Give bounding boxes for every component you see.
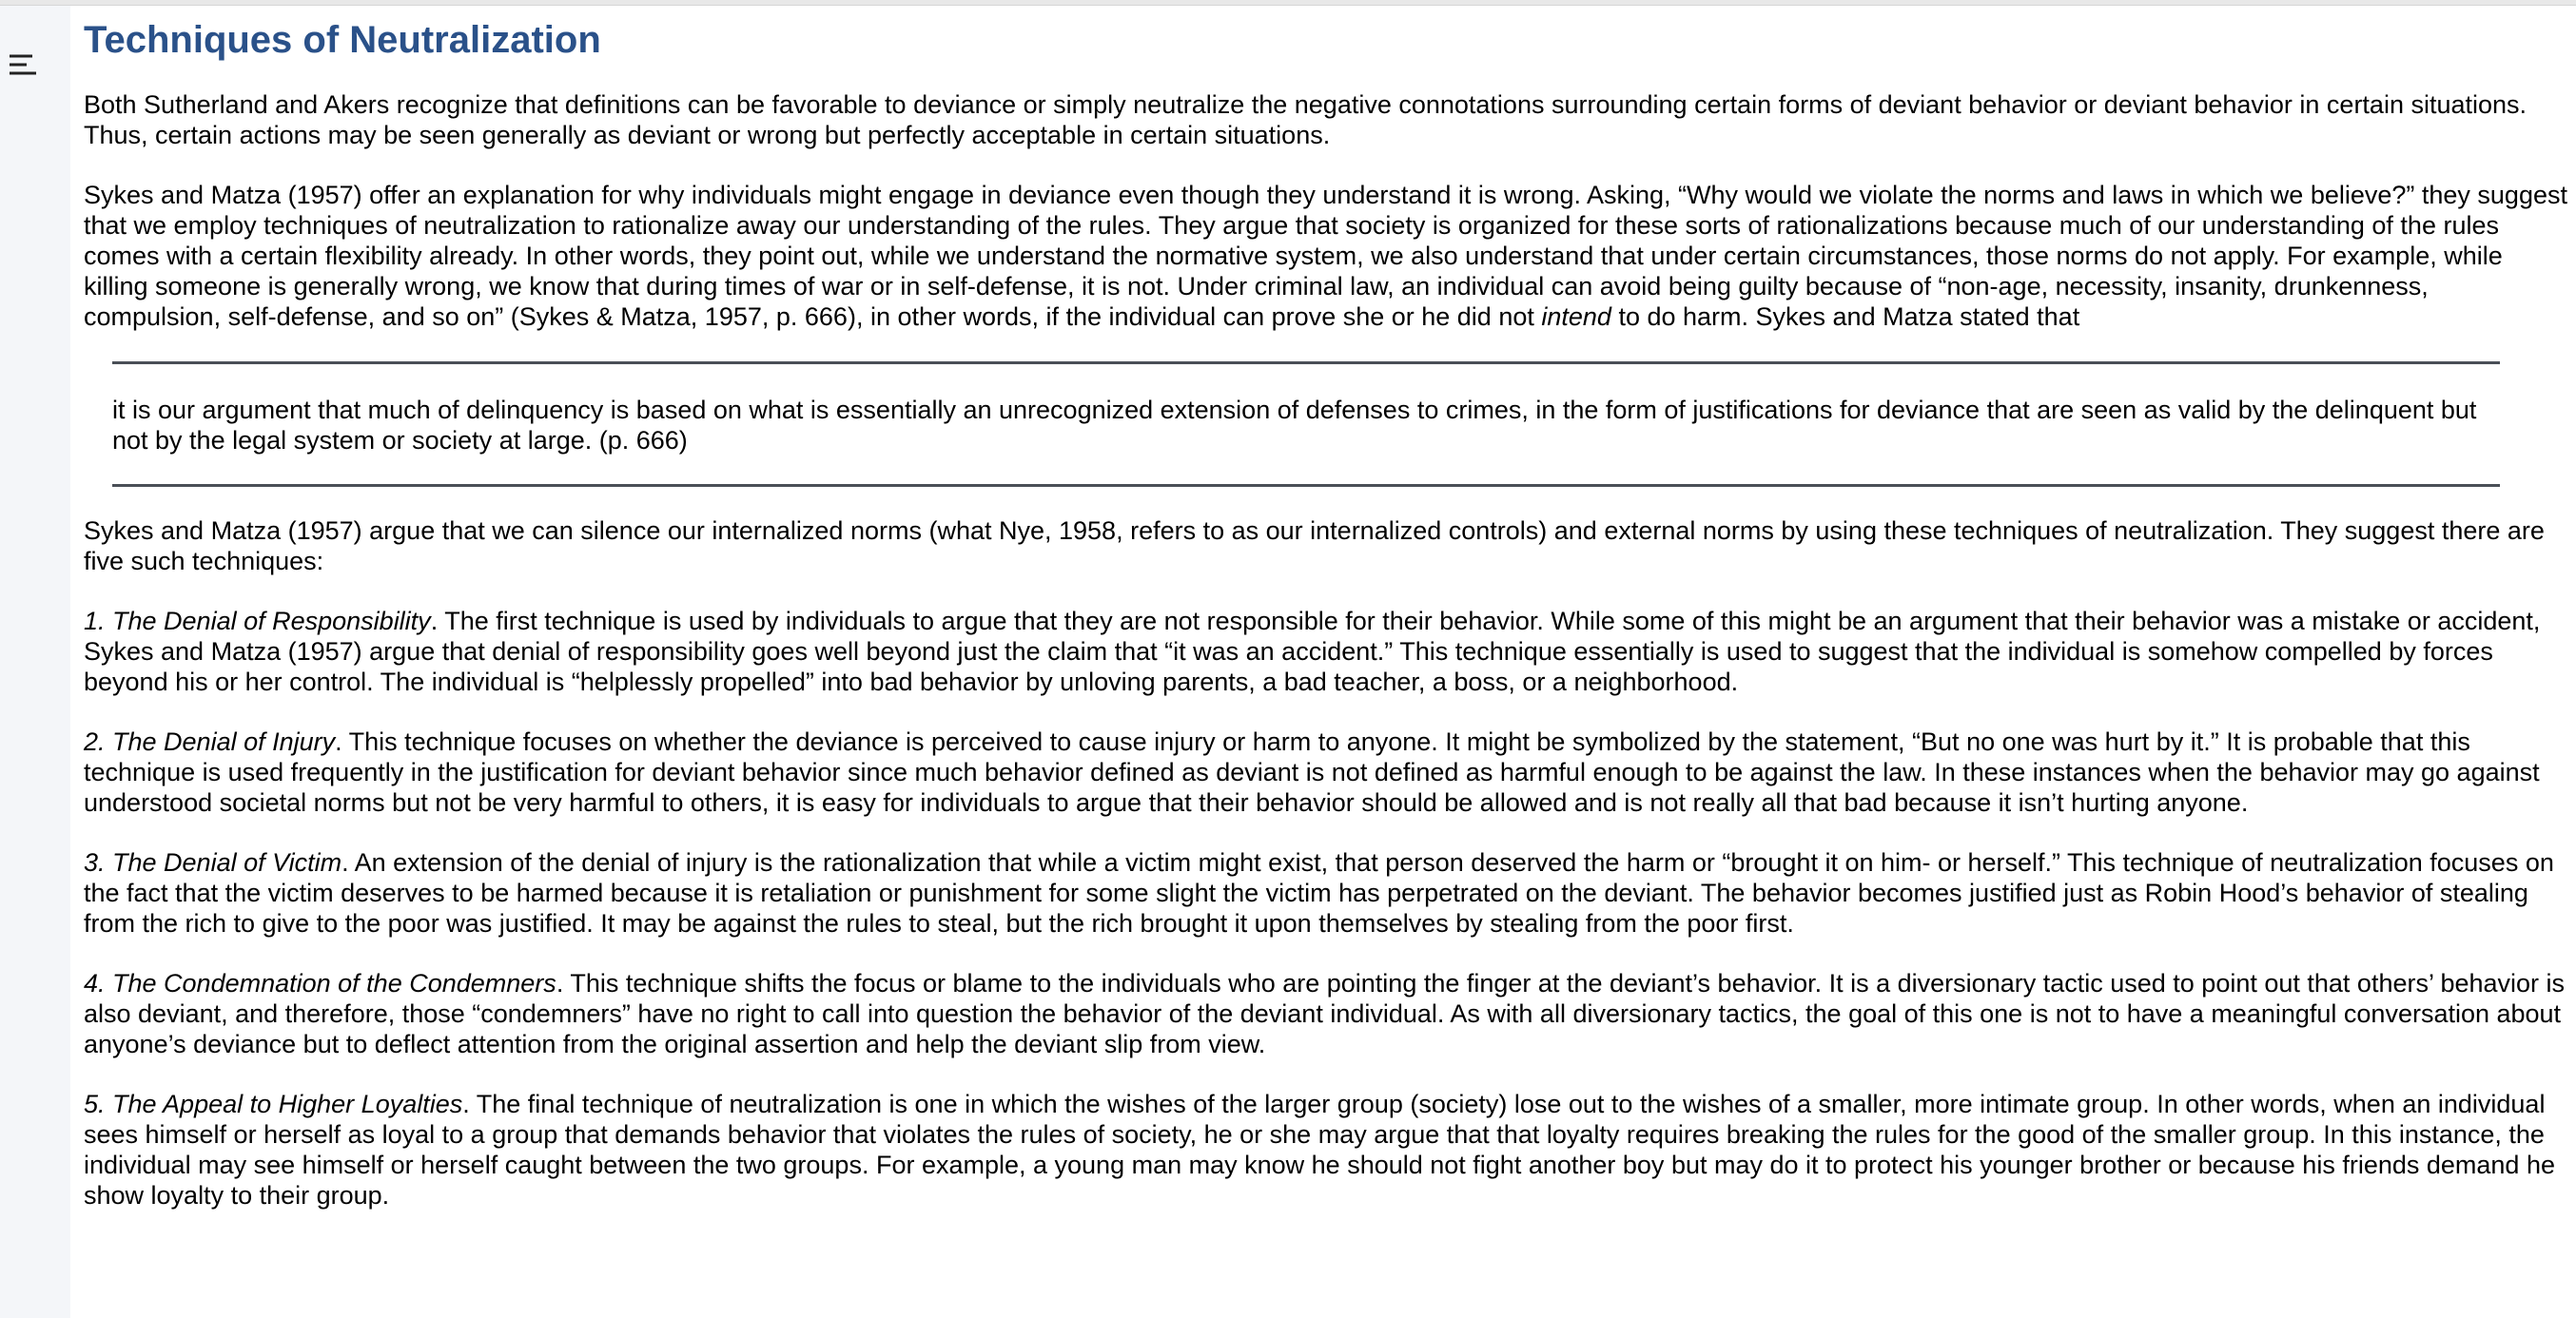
block-quote — [112, 361, 2500, 487]
technique-text: . This technique focuses on whether the deviance is perceived to cause injury or harm to anyone. It might be symbolized by the statement, “But no one was hurt by it.” It is probable that this technique is used frequently in the justification for deviant behavior since much behavior defined as deviant is not defined as harmful enough to be against the law. In these instances when the behavior may go against understood societal norms but not be very harmful to others, it is easy for individuals to argue that their behavior should be allowed and is not really all that bad because it isn’t hurting anyone. — [84, 727, 2540, 817]
hamburger-menu-icon[interactable] — [4, 46, 42, 84]
technique-item — [84, 727, 2570, 818]
technique-heading: 4. The Condemnation of the Condemners — [84, 969, 556, 998]
page-title: Techniques of Neutralization — [84, 19, 601, 61]
technique-text: . This technique shifts the focus or blame to the individuals who are pointing the finger at the deviant’s behavior. It is a diversionary tactic used to point out that others’ behavior is also deviant, and therefore, those “condemners” have no right to call into question the behavior of the deviant individual. As with all diversionary tactics, the goal of this one is not to have a meaningful conversation about anyone’s deviance but to deflect attention from the original assertion and help the deviant slip from view. — [84, 969, 2566, 1058]
technique-heading: 5. The Appeal to Higher Loyalties — [84, 1090, 463, 1118]
technique-heading: 3. The Denial of Victim — [84, 848, 342, 877]
technique-text: . The first technique is used by individuals to argue that they are not responsible for their behavior. While some of this might be an argument that their behavior was a mistake or accident, Sykes and Matza (1957) argue that denial of responsibility goes well beyond just the claim that “it was an accident.” This technique essentially is used to suggest that the individual is somehow compelled by forces beyond his or her control. The individual is “helplessly propelled” into bad behavior by unloving parents, a bad teacher, a boss, or a neighborhood. — [84, 607, 2541, 696]
technique-item — [84, 1089, 2570, 1211]
technique-text: . An extension of the denial of injury is the rationalization that while a victim might exist, that person deserved the harm or “brought it on him- or herself.” This technique of neutralization focuses on the fact that the victim deserves to be harmed because it is retaliation or punishment for some slight the victim has perpetrated on the deviant. The behavior becomes justified just as Robin Hood’s behavior of stealing from the rich to give to the poor was justified. It may be against the rules to steal, but the rich brought it upon themselves by stealing from the poor first. — [84, 848, 2554, 938]
sidebar — [0, 6, 70, 1318]
technique-item — [84, 968, 2570, 1059]
techniques-intro-paragraph: Sykes and Matza (1957) argue that we can silence our internalized norms (what Nye, 1958, refers to as our internalized controls) and external norms by using these techniques of neutralization. They suggest there are five such techniques: — [84, 516, 2545, 575]
intro-paragraph: Both Sutherland and Akers recognize that definitions can be favorable to deviance or simply neutralize the negative connotations surrounding certain forms of deviant behavior or deviant behavior in certain situations. Thus, certain actions may be seen generally as deviant or wrong but perfectly acceptable in certain situations. — [84, 90, 2527, 149]
technique-text: . The final technique of neutralization is one in which the wishes of the larger group (society) lose out to the wishes of a smaller, more intimate group. In other words, when an individual sees himself or herself as loyal to a group that demands behavior that violates the rules of society, he or she may argue that that loyalty requires breaking the rules for the good of the smaller group. In this instance, the individual may see himself or herself caught between the two groups. For example, a young man may know he should not fight another boy but may do it to protect his younger brother or because his friends demand he show loyalty to their group. — [84, 1090, 2555, 1210]
paragraph-text: to do harm. Sykes and Matza stated that — [1610, 302, 2080, 331]
sykes-matza-paragraph — [84, 180, 2570, 332]
technique-heading: 1. The Denial of Responsibility — [84, 607, 431, 635]
window-top-border — [0, 0, 2576, 6]
emphasis-text: intend — [1541, 302, 1611, 331]
technique-heading: 2. The Denial of Injury — [84, 727, 336, 756]
paragraph-text: Sykes and Matza (1957) offer an explanation for why individuals might engage in deviance even though they understand it is wrong. Asking, “Why would we violate the norms and laws in which we believe?” they suggest that we employ techniques of neutralization to rationalize away our understanding of the rules. They argue that society is organized for these sorts of rationalizations because much of our understanding of the rules comes with a certain flexibility already. In other words, they point out, while we understand the normative system, we also understand that under certain circumstances, those norms do not apply. For example, while killing someone is generally wrong, we know that during times of war or in self-defense, it is not. Under criminal law, an individual can avoid being guilty because of “non-age, necessity, insanity, drunkenness, compulsion, self-defense, and so on” (Sykes & Matza, 1957, p. 666), in other words, if the individual can prove she or he did not — [84, 181, 2567, 331]
quote-text: it is our argument that much of delinquency is based on what is essentially an unrecognized extension of defenses to crimes, in the form of justifications for deviance that are seen as valid by the delinquent but not by the legal system or society at large. (p. 666) — [112, 396, 2477, 455]
technique-item — [84, 606, 2570, 697]
article-content — [84, 15, 2570, 1240]
technique-item — [84, 847, 2570, 939]
